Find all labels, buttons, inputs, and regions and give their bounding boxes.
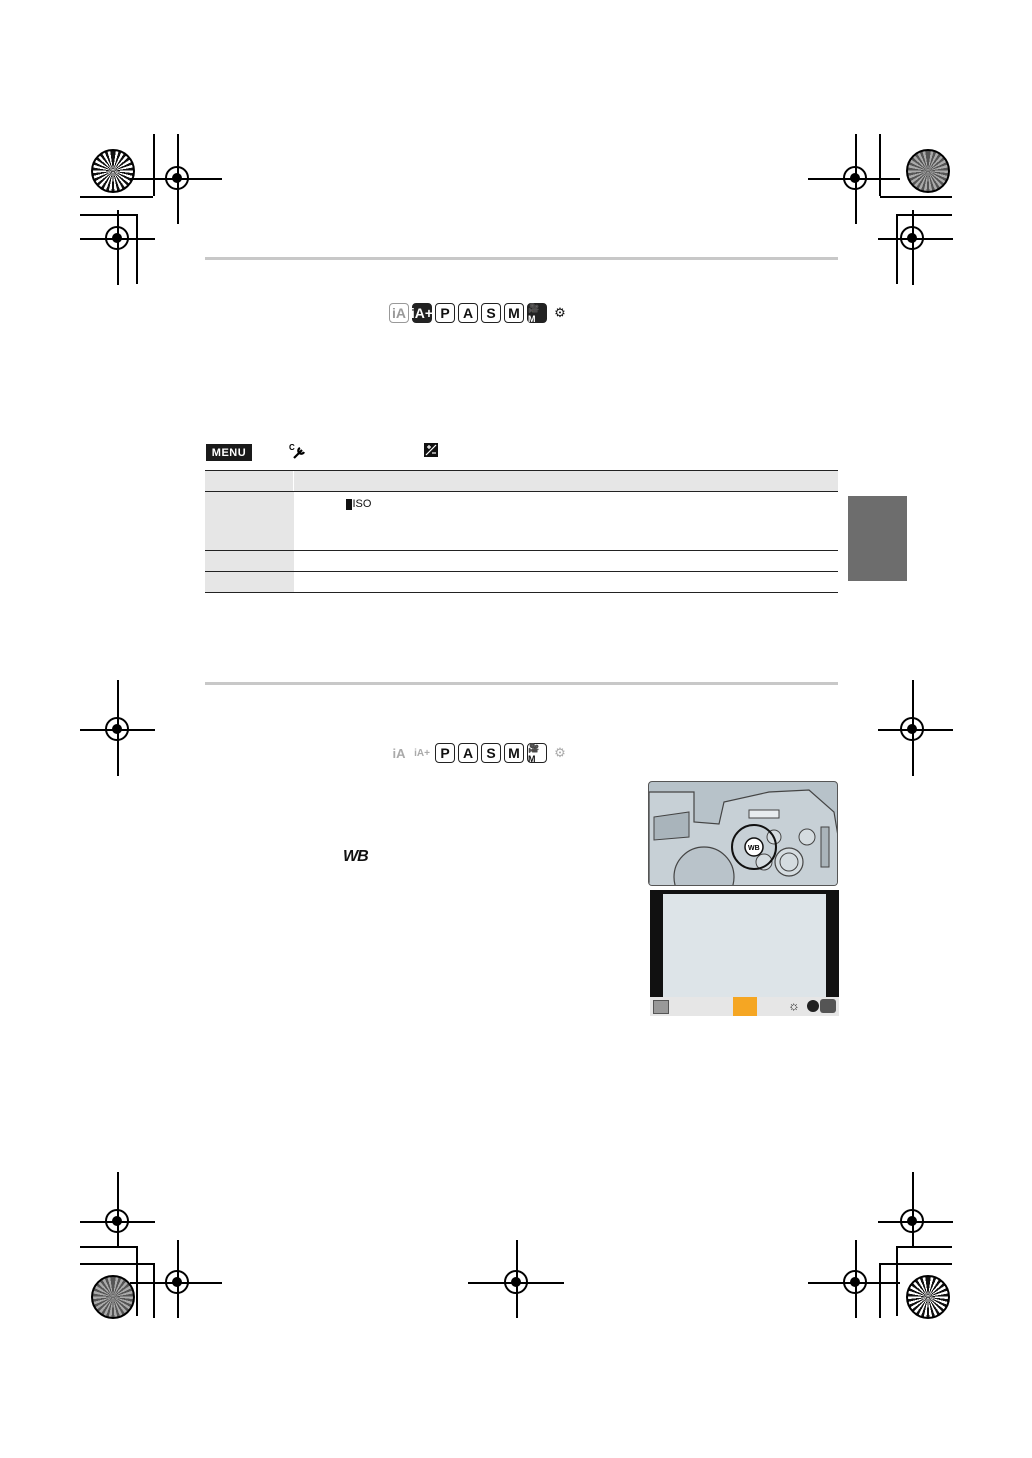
- crop-line: [897, 1246, 952, 1248]
- wb-selection-bar: [650, 997, 839, 1016]
- settings-table: [205, 470, 838, 593]
- crop-line: [808, 178, 900, 180]
- crop-line: [878, 238, 953, 240]
- section-divider-top: [205, 257, 838, 260]
- crop-line: [880, 196, 952, 198]
- registration-wheel-top-left: [91, 149, 135, 193]
- cloudy-icon: [807, 1000, 819, 1012]
- crop-line: [80, 214, 136, 216]
- selected-wb-item: [733, 997, 757, 1016]
- iso-icon: [346, 498, 372, 510]
- program-mode-icon: P: [435, 743, 455, 763]
- crop-line: [130, 178, 222, 180]
- crop-line: [80, 196, 153, 198]
- crop-line: [117, 680, 119, 776]
- crop-line: [896, 214, 898, 284]
- lcd-display-area: [663, 894, 826, 997]
- manual-mode-icon: M: [504, 303, 524, 323]
- camera-wb-button-text: WB: [748, 845, 760, 852]
- crop-line: [808, 1282, 900, 1284]
- menu-button-icon: MENU: [206, 444, 252, 461]
- crop-line: [153, 134, 155, 196]
- awb-icon: [653, 1000, 669, 1014]
- iso-icon-label: ISO: [352, 498, 372, 510]
- program-mode-icon: P: [435, 303, 455, 323]
- table-cell-label: [205, 572, 294, 593]
- crop-line: [516, 1240, 518, 1318]
- monitor-screen-illustration: [650, 890, 839, 1016]
- creative-control-mode-icon: ⚙: [550, 743, 570, 763]
- creative-control-mode-icon: ⚙: [550, 303, 570, 323]
- table-row: [205, 572, 838, 593]
- daylight-icon: ☼: [788, 998, 800, 1013]
- crop-line: [153, 1263, 155, 1318]
- crop-line: [897, 214, 952, 216]
- crop-line: [855, 1240, 857, 1318]
- registration-wheel-top-right: [906, 149, 950, 193]
- shutter-priority-mode-icon: S: [481, 303, 501, 323]
- table-row: [205, 551, 838, 572]
- table-cell-label: [205, 551, 294, 572]
- table-cell-value: [294, 551, 839, 572]
- intelligent-auto-mode-icon: iA: [389, 303, 409, 323]
- crop-line: [879, 134, 881, 196]
- crop-line: [80, 1246, 136, 1248]
- table-header-cell: [294, 471, 839, 492]
- exposure-comp-icon: [424, 443, 438, 457]
- crop-line: [117, 210, 119, 285]
- aperture-priority-mode-icon: A: [458, 743, 478, 763]
- manual-mode-icon: M: [504, 743, 524, 763]
- crop-line: [879, 1263, 881, 1318]
- registration-wheel-bottom-left: [91, 1275, 135, 1319]
- table-header-row: [205, 471, 838, 492]
- recording-mode-icons-bottom: [389, 743, 570, 763]
- crop-line: [177, 1240, 179, 1318]
- crop-line: [136, 214, 138, 284]
- wb-button-label: WB: [343, 848, 368, 865]
- chapter-side-tab: [848, 496, 907, 581]
- crop-line: [80, 1263, 153, 1265]
- crop-line: [878, 729, 953, 731]
- intelligent-auto-plus-mode-icon: iA+: [412, 743, 432, 763]
- table-header-cell: [205, 471, 294, 492]
- intelligent-auto-plus-mode-icon: iA+: [410, 305, 434, 321]
- camera-body-drawing: [649, 782, 838, 886]
- crop-line: [130, 1282, 222, 1284]
- camera-top-illustration: [648, 781, 838, 886]
- shade-icon: [820, 999, 836, 1013]
- creative-video-mode-icon: 🎥M: [527, 743, 547, 763]
- wrench-custom-icon: [289, 442, 307, 460]
- iso-icon-square: [346, 499, 352, 510]
- table-cell-label: [205, 492, 294, 551]
- section-divider-bottom: [205, 682, 838, 685]
- crop-line: [912, 1172, 914, 1247]
- crop-line: [878, 1221, 953, 1223]
- crop-line: [880, 1263, 952, 1265]
- svg-text:C: C: [289, 443, 295, 452]
- table-row: [205, 492, 838, 551]
- shutter-priority-mode-icon: S: [481, 743, 501, 763]
- crop-line: [896, 1246, 898, 1316]
- crop-line: [912, 210, 914, 285]
- crop-line: [177, 134, 179, 224]
- crop-line: [117, 1172, 119, 1247]
- crop-line: [912, 680, 914, 776]
- crop-line: [136, 1246, 138, 1316]
- creative-video-mode-icon: 🎥M: [527, 303, 547, 323]
- intelligent-auto-mode-icon: iA: [389, 743, 409, 763]
- table-cell-value: [294, 572, 839, 593]
- crop-line: [855, 134, 857, 224]
- registration-wheel-bottom-right: [906, 1275, 950, 1319]
- table-cell-value: [294, 492, 839, 551]
- aperture-priority-mode-icon: A: [458, 303, 478, 323]
- recording-mode-icons-top: [389, 303, 570, 323]
